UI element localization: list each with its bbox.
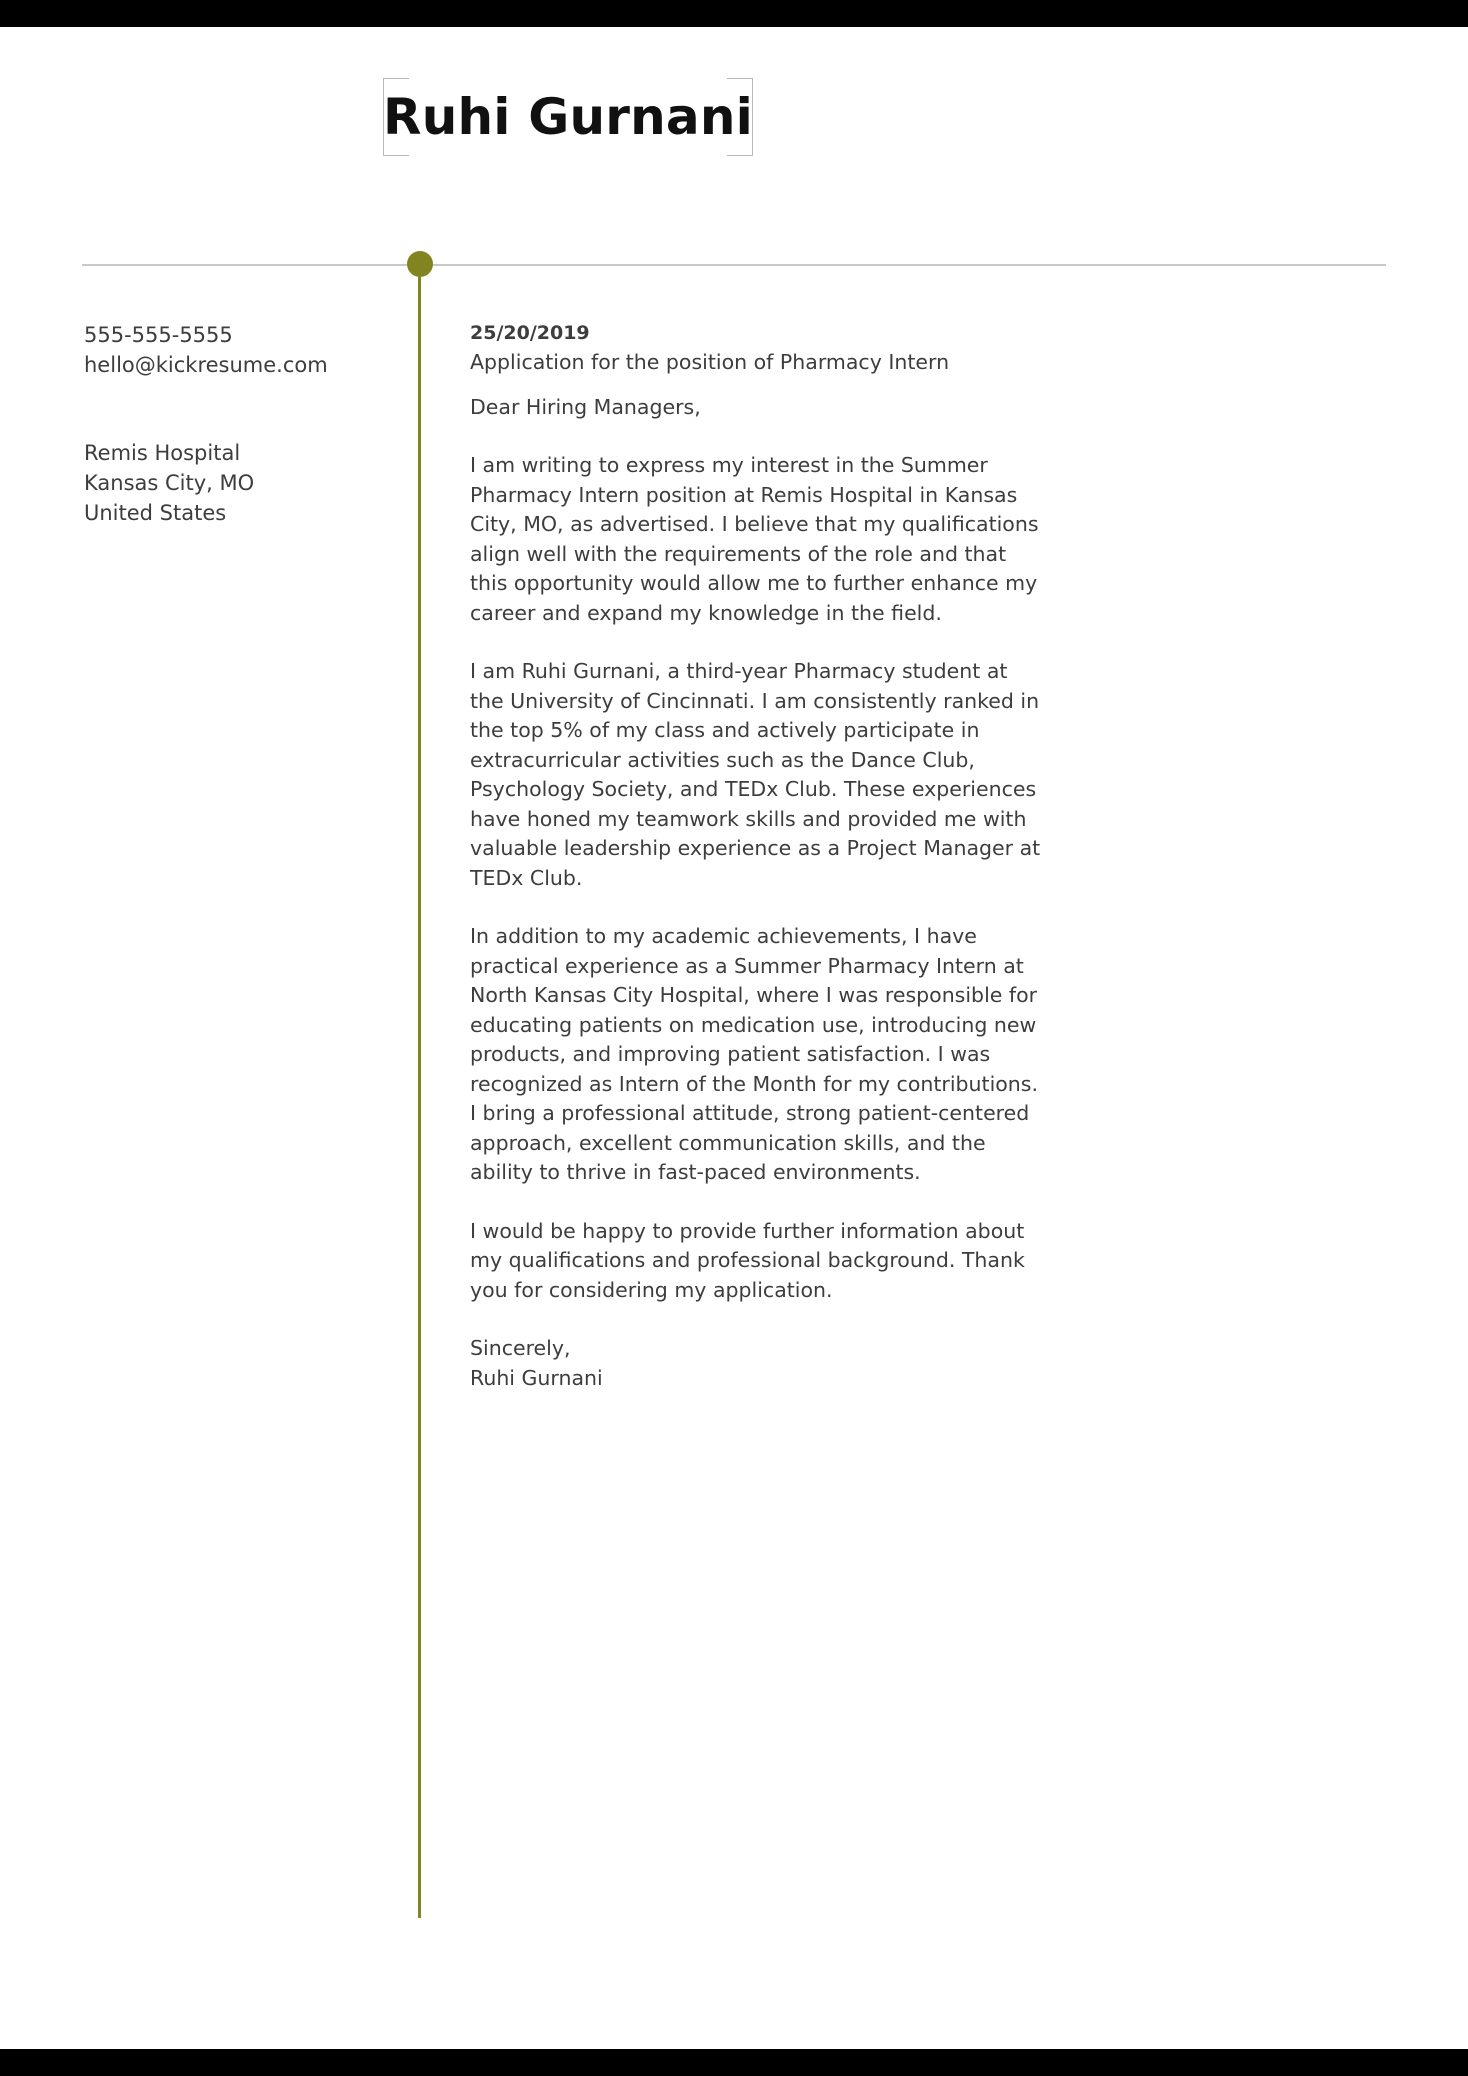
letter-subject: Application for the position of Pharmacy Intern [470, 350, 950, 374]
letter-paragraph-4: I would be happy to provide further information about my qualifications and professional background. Thank you for considering my application. [470, 1218, 1025, 1302]
contact-phone: 555-555-5555 [84, 323, 233, 347]
letter-paragraph-2: I am Ruhi Gurnani, a third-year Pharmacy student at the University of Cincinnati. I am consistently ranked in the top 5% of my class and actively participate in extracurricular activities such as the Dance Club, Psychology Society, and TEDx Club. These experiences have honed my teamwork skills and provided me with valuable leadership experience as a Project Manager at TEDx Club. [470, 659, 1041, 890]
timeline-dot-icon [407, 251, 433, 277]
letter-header [0, 78, 1468, 168]
page-bottom-bar [0, 2049, 1468, 2076]
letter-closing: Sincerely, [470, 1336, 571, 1360]
recipient-organization: Remis Hospital [84, 441, 241, 465]
contact-email[interactable]: hello@kickresume.com [84, 353, 328, 377]
recipient-block [84, 438, 364, 528]
letter-date: 25/20/2019 [470, 322, 590, 344]
sidebar [84, 320, 364, 528]
page-top-bar [0, 0, 1468, 27]
page-title: Ruhi Gurnani [383, 88, 754, 146]
letter-signature: Ruhi Gurnani [470, 1365, 603, 1390]
letter-salutation: Dear Hiring Managers, [470, 394, 701, 419]
recipient-country: United States [84, 501, 227, 525]
header-divider [82, 264, 1386, 266]
timeline-line [418, 277, 421, 1918]
letter-body [470, 320, 1042, 1393]
recipient-city-state: Kansas City, MO [84, 471, 255, 495]
letter-paragraph-1: I am writing to express my interest in the Summer Pharmacy Intern position at Remis Hospital in Kansas City, MO, as advertised. I believe that my qualifications align well with the requirements of the role and that this opportunity would allow me to further enhance my career and expand my knowledge in the field. [470, 453, 1039, 625]
subject-gap [470, 378, 1042, 393]
contact-block [84, 320, 364, 380]
name-block [383, 78, 753, 156]
letter-paragraph-3: In addition to my academic achievements, I have practical experience as a Summer Pharmacy Intern at North Kansas City Hospital, where I was responsible for educating patients on medication use, introducing new products, and improving patient satisfaction. I was recognized as Intern of the Month for my contributions. I bring a professional attitude, strong patient-centered approach, excellent communication skills, and the ability to thrive in fast-paced environments. [470, 924, 1038, 1184]
sidebar-spacer [84, 380, 364, 438]
